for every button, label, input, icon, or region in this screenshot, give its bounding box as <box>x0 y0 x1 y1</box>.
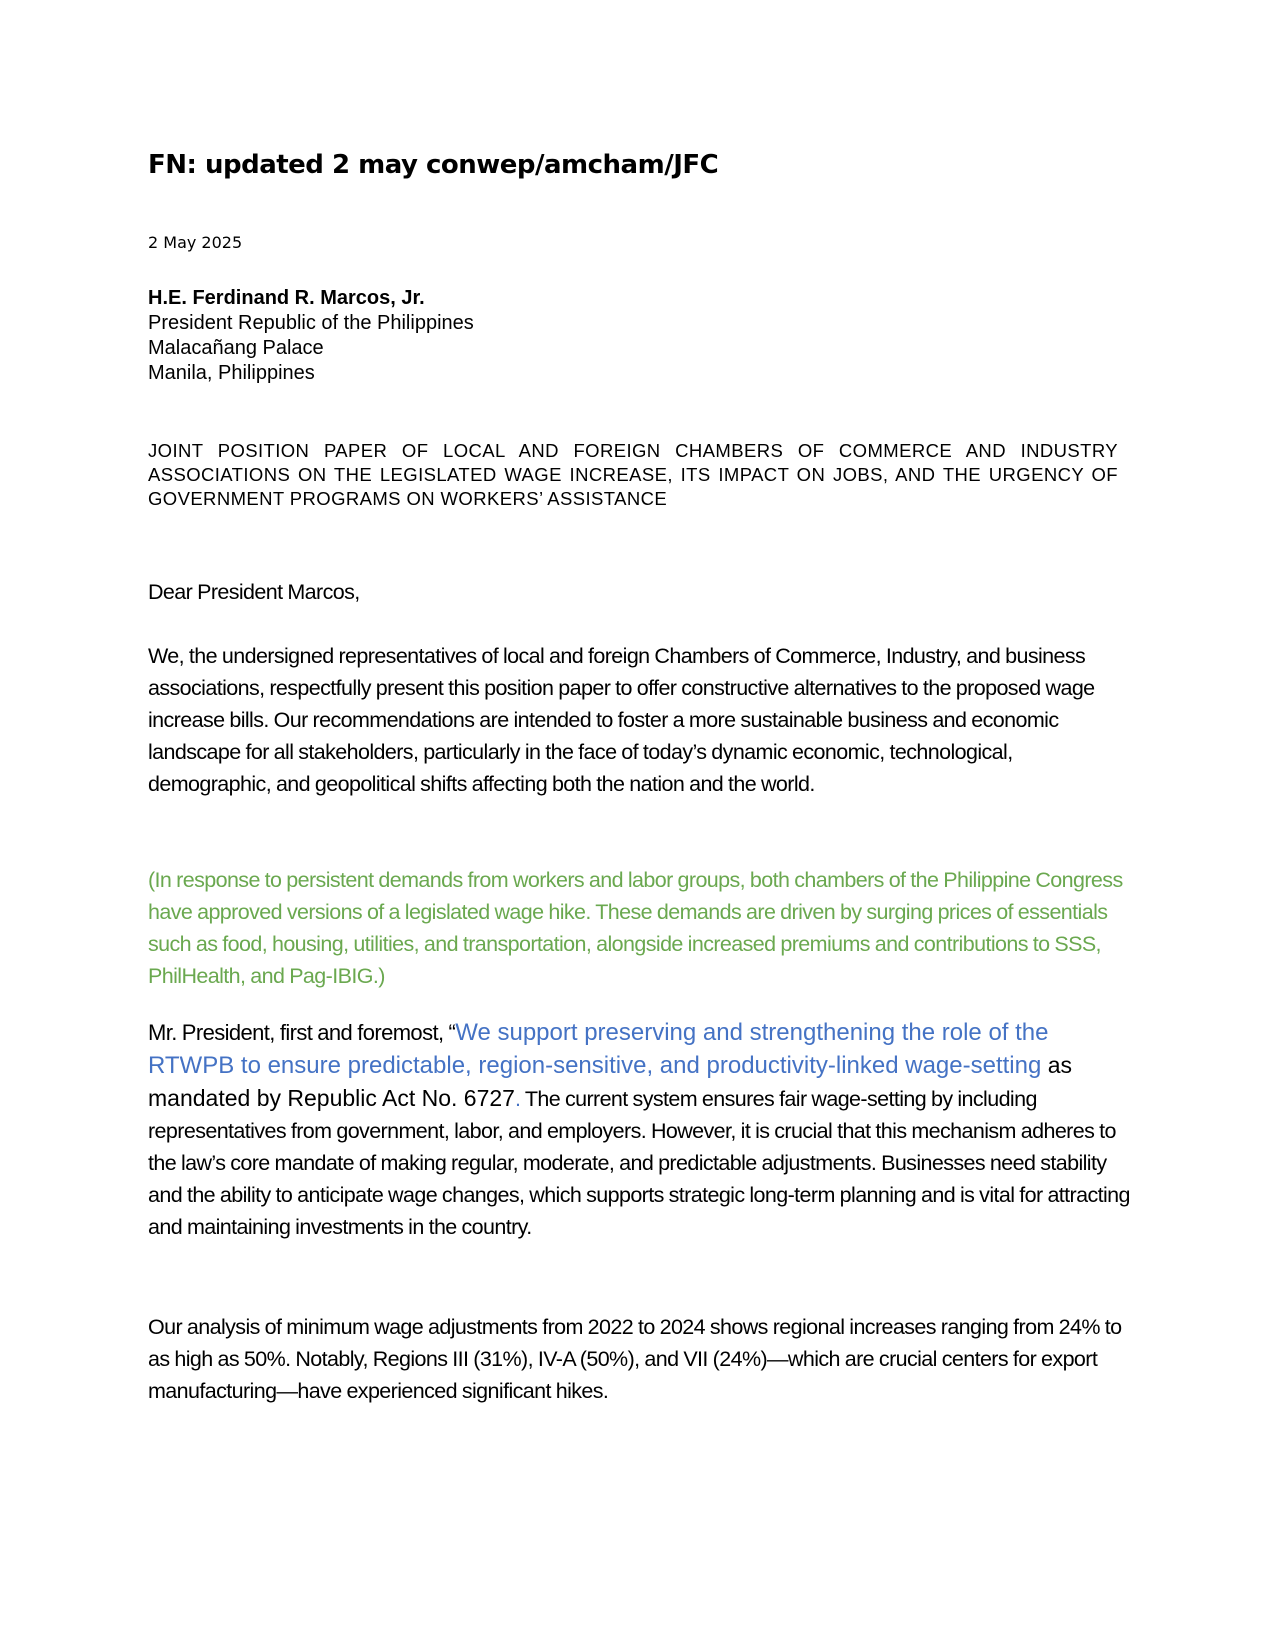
paragraph-rtwpb-intro: Mr. President, first and foremost, “ <box>148 1020 456 1045</box>
salutation: Dear President Marcos, <box>148 580 360 604</box>
subject-line: JOINT POSITION PAPER OF LOCAL AND FOREIGN CHAMBERS OF COMMERCE AND INDUSTRY ASSOCIATIONS ON THE LEGISLATED WAGE INCREASE, ITS IMPACT ON JOBS, AND THE URGENCY OF GOVERNMENT PROGRAMS ON WORKERS’ ASSISTANCE <box>148 440 1118 509</box>
paragraph-rtwpb-rest: The current system ensures fair wage-setting by including representatives from government, labor, and employers. However, it is crucial that this mechanism adheres to the law’s core mandate of making regular, moderate, and predictable adjustments. Businesses need stability and the ability to anticipate wage changes, which supports strategic long-term planning and is vital for attracting and maintaining investments in the country. <box>148 1087 1130 1239</box>
addressee-city: Manila, Philippines <box>148 362 315 384</box>
addressee-name: H.E. Ferdinand R. Marcos, Jr. <box>148 287 425 309</box>
republic-act-reference: as mandated by Republic Act No. 6727 <box>148 1052 1073 1111</box>
rtwpb-quote: We support preserving and strengthening the role of the RTWPB to ensure predictable, region-sensitive, and productivity-linked wage-setting <box>148 1019 1049 1079</box>
paragraph-context: (In response to persistent demands from workers and labor groups, both chambers of the Philippine Congress have approved versions of a legislated wage hike. These demands are driven by surging prices of essentials such as food, housing, utilities, and transportation, alongside increased premiums and contributions to SSS, PhilHealth, and Pag-IBIG.) <box>148 868 1123 988</box>
addressee-location: Malacañang Palace <box>148 337 324 359</box>
letter-date: 2 May 2025 <box>148 233 243 252</box>
paragraph-rtwpb <box>148 1017 1138 1243</box>
document-title: FN: updated 2 may conwep/amcham/JFC <box>148 150 719 180</box>
addressee-block <box>148 286 474 386</box>
paragraph-intro: We, the undersigned representatives of local and foreign Chambers of Commerce, Industry, and business associations, respectfully present this position paper to offer constructive alternatives to the proposed wage increase bills. Our recommendations are intended to foster a more sustainable business and economic landscape for all stakeholders, particularly in the face of today’s dynamic economic, technological, demographic, and geopolitical shifts affecting both the nation and the world. <box>148 644 1095 796</box>
paragraph-analysis: Our analysis of minimum wage adjustments from 2022 to 2024 shows regional increases ranging from 24% to as high as 50%. Notably, Regions III (31%), IV-A (50%), and VII (24%)—which are crucial centers for export manufacturing—have experienced significant hikes. <box>148 1315 1122 1403</box>
blue-period: . <box>514 1087 521 1111</box>
addressee-title: President Republic of the Philippines <box>148 312 474 334</box>
